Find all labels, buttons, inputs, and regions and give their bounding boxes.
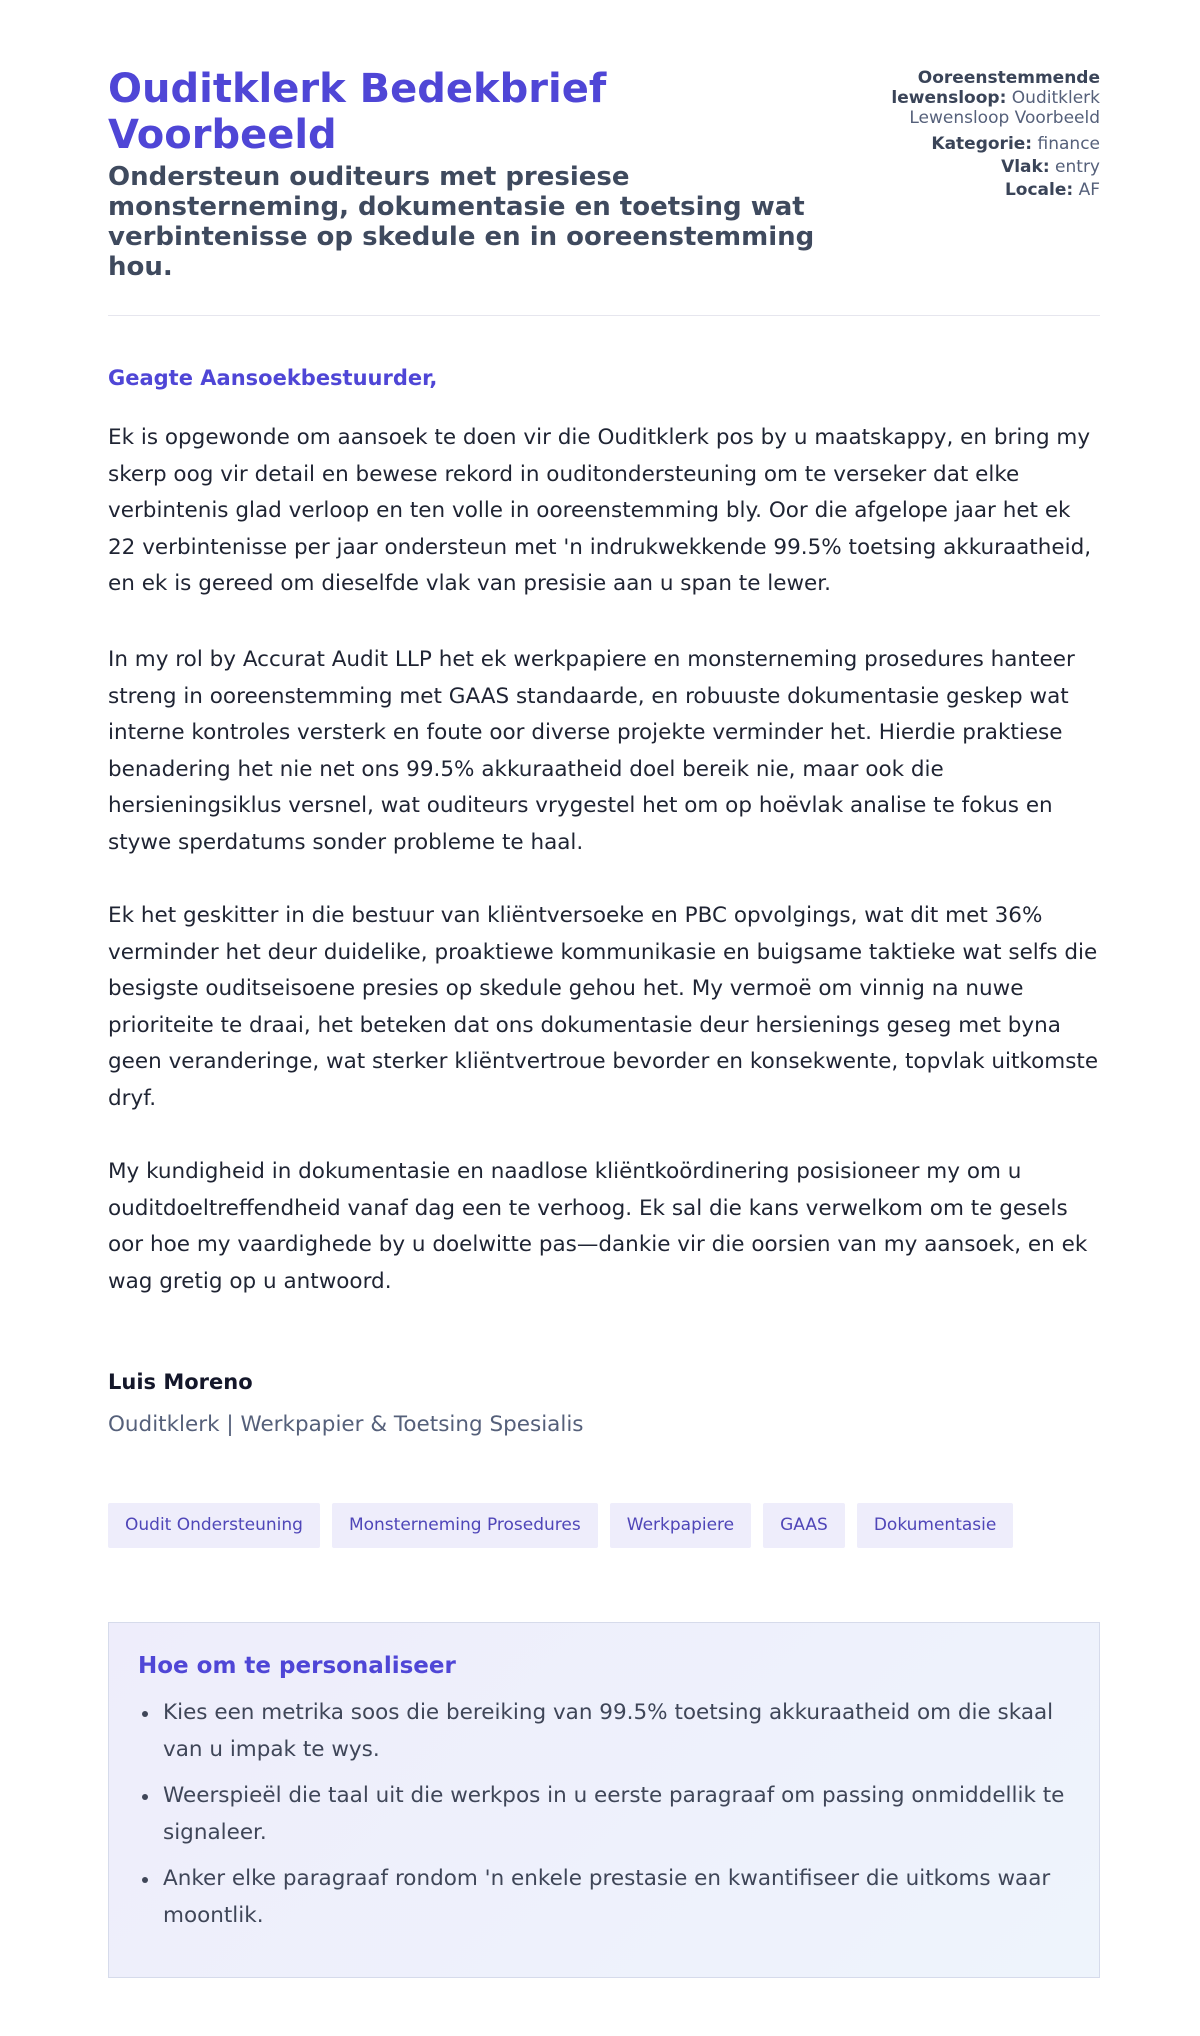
meta-category-value: finance	[1037, 134, 1100, 154]
skill-tag: Oudit Ondersteuning	[108, 1503, 320, 1548]
skill-tag: Werkpapiere	[610, 1503, 751, 1548]
letter-paragraph: Ek is opgewonde om aansoek te doen vir die Ouditklerk pos by u maatskappy, en bring my skerp oog vir detail en bewese rekord in ouditondersteuning om te verseker dat elke verbintenis glad verloop en ten volle in ooreenstemming bly. Oor die afgelope jaar het ek 22 verbintenisse per jaar ondersteun met 'n indrukwekkende 99.5% toetsing akkuraatheid, en ek is gereed om dieselfde vlak van presisie aan u span te lewer.	[108, 425, 1092, 596]
skill-tag: Monsterneming Prosedures	[332, 1503, 598, 1548]
page-header	[108, 66, 1100, 282]
meta-category	[830, 134, 1100, 154]
meta-category-label: Kategorie:	[931, 134, 1033, 154]
personalize-tips-box	[108, 1622, 1100, 1978]
page-title: Ouditklerk Bedekbrief Voorbeeld	[108, 66, 607, 158]
skill-tag: Dokumentasie	[857, 1503, 1014, 1548]
page-subtitle: Ondersteun ouditeurs met presiese monsterneming, dokumentasie en toetsing wat verbintenisse op skedule en in ooreenstemming hou.	[108, 162, 815, 282]
tips-title: Hoe om te personaliseer	[138, 1653, 456, 1679]
meta-level	[830, 157, 1100, 177]
tips-list-item: Weerspieël die taal uit die werkpos in u eerste paragraaf om passing onmiddellik te signaleer.	[138, 1778, 1069, 1851]
meta-matching-value: Ouditklerk Lewensloop Voorbeeld	[909, 88, 1100, 128]
meta-level-value: entry	[1055, 157, 1100, 177]
skill-tags	[108, 1503, 1013, 1548]
letter-salutation: Geagte Aansoekbestuurder,	[108, 366, 438, 390]
meta-matching-resume	[830, 68, 1100, 128]
title-block	[108, 66, 828, 282]
meta-locale-label: Locale:	[1004, 180, 1074, 200]
tips-list-item: Anker elke paragraaf rondom 'n enkele prestasie en kwantifiseer die uitkoms waar moontlik.	[138, 1861, 1069, 1934]
signer-role: Ouditklerk | Werkpapier & Toetsing Spesialis	[108, 1412, 584, 1437]
letter-paragraph: My kundigheid in dokumentasie en naadlose kliëntkoördinering posisioneer my om u ouditdoeltreffendheid vanaf dag een te verhoog. Ek sal die kans verwelkom om te gesels oor hoe my vaardighede by u doelwitte pas—dankie vir die oorsien van my aansoek, en ek wag gretig op u antwoord.	[108, 1159, 1088, 1294]
tips-list	[138, 1695, 1069, 1934]
tips-list-item: Kies een metrika soos die bereiking van 99.5% toetsing akkuraatheid om die skaal van u impak te wys.	[138, 1695, 1069, 1768]
meta-matching-label: Ooreenstemmende lewensloop:	[891, 68, 1100, 108]
header-divider	[108, 315, 1100, 316]
letter-paragraph: In my rol by Accurat Audit LLP het ek werkpapiere en monsterneming prosedures hanteer streng in ooreenstemming met GAAS standaarde, en robuuste dokumentasie geskep wat interne kontroles versterk en foute oor diverse projekte verminder het. Hierdie praktiese benadering het nie net ons 99.5% akkuraatheid doel bereik nie, maar ook die hersieningsiklus versnel, wat ouditeurs vrygestel het om op hoëvlak analise te fokus en stywe sperdatums sonder probleme te haal.	[108, 647, 1075, 855]
meta-locale-value: AF	[1078, 180, 1100, 200]
letter-paragraph: Ek het geskitter in die bestuur van kliëntversoeke en PBC opvolgings, wat dit met 36% verminder het deur duidelike, proaktiewe kommunikasie en buigsame taktieke wat selfs die besigste ouditseisoene presies op skedule gehou het. My vermoë om vinnig na nuwe prioriteite te draai, het beteken dat ons dokumentasie deur hersienings geseg met byna geen veranderinge, wat sterker kliëntvertroue bevorder en konsekwente, topvlak uitkomste dryf.	[108, 903, 1099, 1111]
meta-level-label: Vlak:	[1001, 157, 1050, 177]
meta-panel	[830, 66, 1100, 282]
meta-locale	[830, 180, 1100, 200]
signer-name: Luis Moreno	[108, 1370, 253, 1394]
skill-tag: GAAS	[763, 1503, 845, 1548]
